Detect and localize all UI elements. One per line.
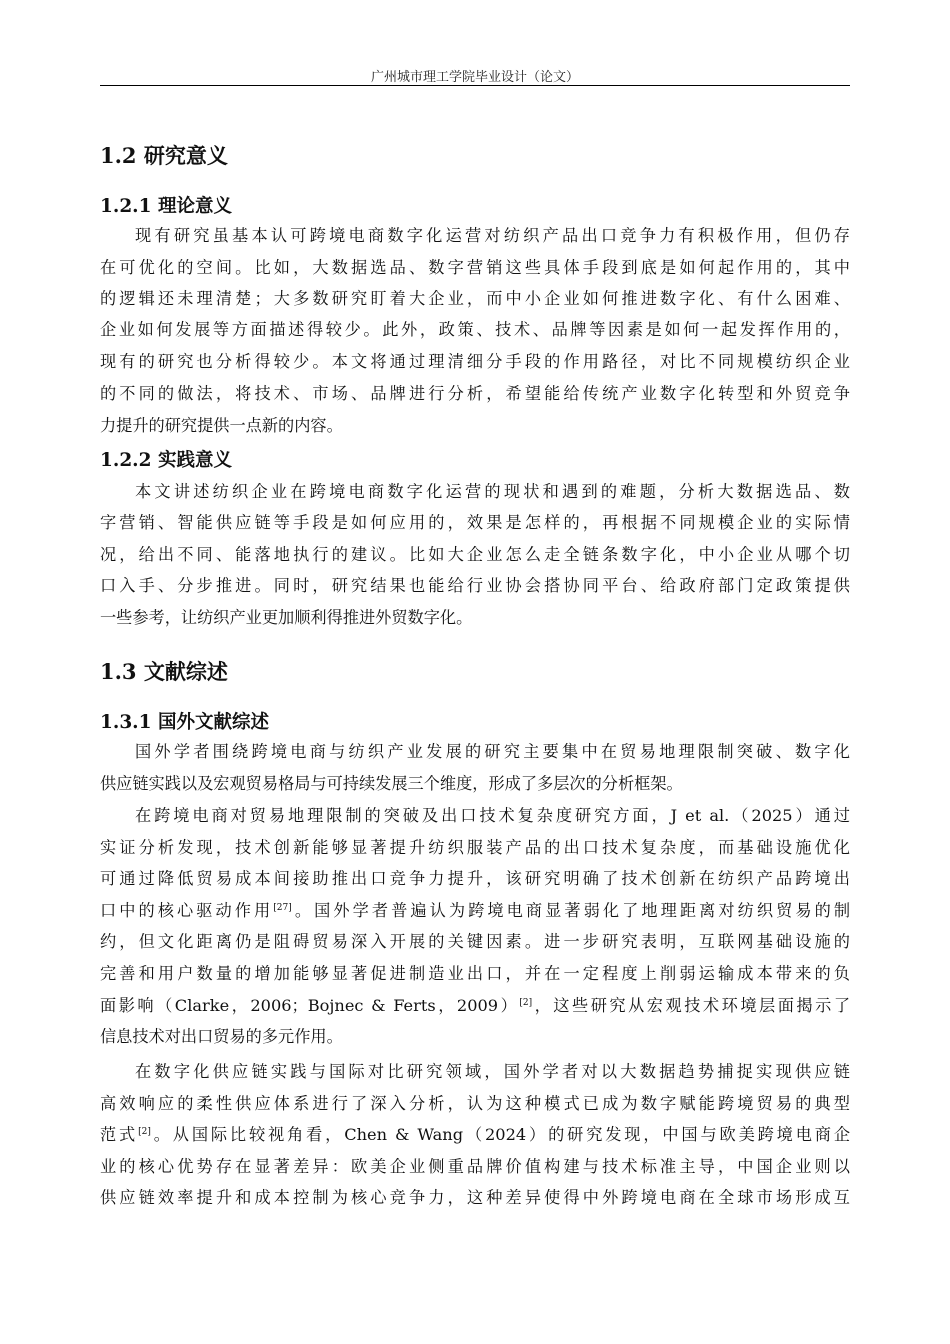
text-segment: 范式: [100, 1125, 139, 1144]
paragraph-line: 供应链效率提升和成本控制为核心竞争力，这种差异使得中外跨境电商在全球市场形成互: [100, 1188, 850, 1207]
paragraph-line: 企业如何发展等方面描述得较少。此外，政策、技术、品牌等因素是如何一起发挥作用的，: [100, 320, 850, 339]
paragraph-line: 国外学者围绕跨境电商与纺织产业发展的研究主要集中在贸易地理限制突破、数字化: [135, 742, 850, 761]
paragraph-line: 高效响应的柔性供应体系进行了深入分析，认为这种模式已成为数字赋能跨境贸易的典型: [100, 1094, 850, 1113]
paragraph-line: [100, 901, 850, 921]
section-heading-1-3: 1.3 文献综述: [100, 659, 228, 684]
paragraph-line: 一些参考，让纺织产业更加顺利得推进外贸数字化。: [100, 608, 473, 627]
paragraph-line: 在数字化供应链实践与国际对比研究领域，国外学者对以大数据趋势捕捉实现供应链: [135, 1062, 850, 1081]
paragraph-line: 在跨境电商对贸易地理限制的突破及出口技术复杂度研究方面，J et al.（2025）通过: [135, 806, 850, 825]
paragraph-line: 现有研究虽基本认可跨境电商数字化运营对纺织产品出口竞争力有积极作用，但仍存: [135, 226, 850, 245]
text-segment: 。从国际比较视角看，Chen & Wang（2024）的研究发现，中国与欧美跨境电商企: [150, 1125, 850, 1144]
subsection-heading-1-2-1: 1.2.1 理论意义: [100, 196, 232, 217]
paragraph-line: 在可优化的空间。比如，大数据选品、数字营销这些具体手段到底是如何起作用的，其中: [100, 258, 850, 277]
paragraph-line: 力提升的研究提供一点新的内容。: [100, 416, 343, 435]
paragraph-line: 字营销、智能供应链等手段是如何应用的，效果是怎样的，再根据不同规模企业的实际情: [100, 513, 850, 532]
subsection-heading-1-3-1: 1.3.1 国外文献综述: [100, 712, 269, 733]
citation-ref: [27]: [273, 903, 292, 913]
text-segment: ，这些研究从宏观技术环境层面揭示了: [532, 996, 850, 1015]
section-heading-1-2: 1.2 研究意义: [100, 143, 228, 168]
paragraph-line: 供应链实践以及宏观贸易格局与可持续发展三个维度，形成了多层次的分析框架。: [100, 774, 683, 793]
text-segment: 。国外学者普遍认为跨境电商显著弱化了地理距离对纺织贸易的制: [291, 901, 850, 920]
paragraph-line: 实证分析发现，技术创新能够显著提升纺织服装产品的出口技术复杂度，而基础设施优化: [100, 838, 850, 857]
header-rule: [100, 85, 850, 86]
paragraph-line: 口入手、分步推进。同时，研究结果也能给行业协会搭协同平台、给政府部门定政策提供: [100, 576, 850, 595]
paragraph-line: 完善和用户数量的增加能够显著促进制造业出口，并在一定程度上削弱运输成本带来的负: [100, 964, 850, 983]
paragraph-line: 的不同的做法，将技术、市场、品牌进行分析，希望能给传统产业数字化转型和外贸竞争: [100, 384, 850, 403]
text-segment: 面影响（Clarke，2006；Bojnec & Ferts，2009）: [100, 996, 520, 1015]
paragraph-line: [100, 996, 850, 1016]
paragraph-line: 约，但文化距离仍是阻碍贸易深入开展的关键因素。进一步研究表明，互联网基础设施的: [100, 932, 850, 951]
text-segment: 口中的核心驱动作用: [100, 901, 274, 920]
paragraph-line: 的逻辑还未理清楚；大多数研究盯着大企业，而中小企业如何推进数字化、有什么困难、: [100, 289, 850, 308]
citation-ref: [2]: [138, 1127, 151, 1137]
paragraph-line: 可通过降低贸易成本间接助推出口竞争力提升，该研究明确了技术创新在纺织产品跨境出: [100, 869, 850, 888]
subsection-heading-1-2-2: 1.2.2 实践意义: [100, 450, 232, 471]
paragraph-line: 信息技术对出口贸易的多元作用。: [100, 1027, 343, 1046]
citation-ref: [2]: [519, 998, 533, 1008]
paragraph-line: 业的核心优势存在显著差异：欧美企业侧重品牌价值构建与技术标准主导，中国企业则以: [100, 1157, 850, 1176]
paragraph-line: 本文讲述纺织企业在跨境电商数字化运营的现状和遇到的难题，分析大数据选品、数: [135, 482, 850, 501]
paragraph-line: 现有的研究也分析得较少。本文将通过理清细分手段的作用路径，对比不同规模纺织企业: [100, 352, 850, 371]
paragraph-line: [100, 1125, 850, 1145]
paragraph-line: 况，给出不同、能落地执行的建议。比如大企业怎么走全链条数字化，中小企业从哪个切: [100, 545, 850, 564]
page-header: 广州城市理工学院毕业设计（论文）: [370, 70, 579, 85]
